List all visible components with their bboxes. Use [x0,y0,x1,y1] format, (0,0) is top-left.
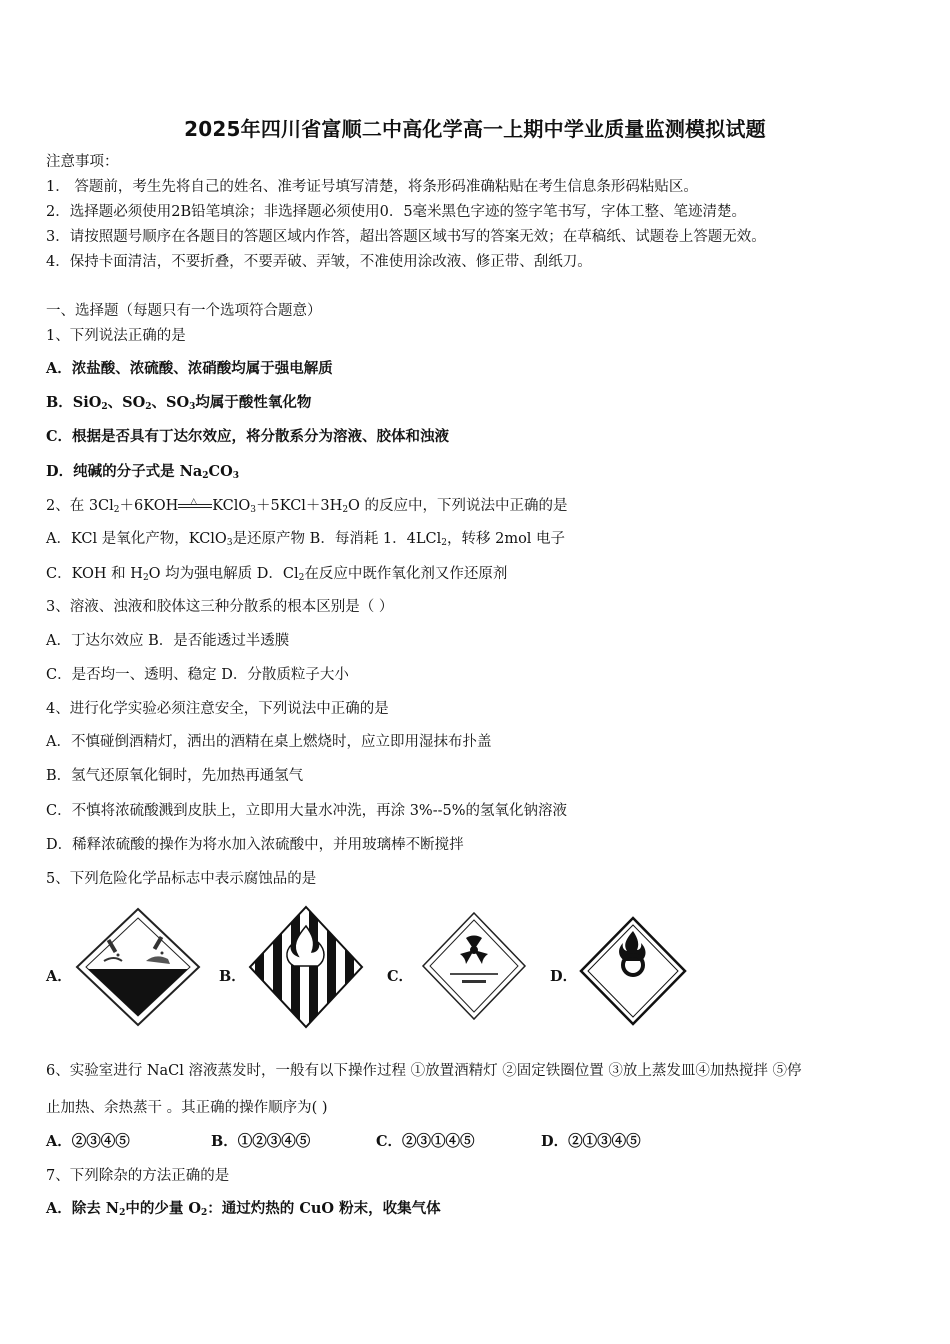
option-a: A．除去 $N_2$中的少量 $O_2$：通过灼热的 CuO 粉末，收集气体 [46,1200,441,1218]
page-title: 2025年四川省富顺二中高化学高一上期中学业质量监测模拟试题 [184,117,766,141]
oxidizer-hazard-icon [578,915,688,1027]
notice-item: 1． 答题前，考生先将自己的姓名、准考证号填写清楚，将条形码准确粘贴在考生信息条形码粘贴区。 [46,179,698,195]
option-d: D．稀释浓硫酸的操作为将水加入浓硫酸中，并用玻璃棒不断搅拌 [46,837,464,853]
radioactive-hazard-icon [420,910,528,1022]
question-stem: 6、实验室进行 NaCl 溶液蒸发时，一般有以下操作过程 ①放置酒精灯 ②固定铁圈位置 ③放上蒸发皿④加热搅拌 ⑤停 [46,1063,802,1079]
option-a: A．不慎碰倒酒精灯，洒出的酒精在桌上燃烧时，应立即用湿抹布扑盖 [46,734,492,750]
option-ab: A．丁达尔效应 B．是否能透过半透膜 [46,633,290,649]
option-c: C．根据是否具有丁达尔效应，将分散系分为溶液、胶体和浊液 [46,428,450,445]
question-stem: 3、溶液、浊液和胶体这三种分散系的根本区别是（ ） [46,599,394,615]
option-c-label: C． [387,968,414,985]
question-stem: 4、进行化学实验必须注意安全，下列说法中正确的是 [46,701,389,717]
option-d-label: D． [550,968,578,985]
corrosive-hazard-icon [74,906,202,1028]
option-a-label: A． [46,968,72,985]
option-a: A．浓盐酸、浓硫酸、浓硝酸均属于强电解质 [46,360,333,377]
question-stem: 5、下列危险化学品标志中表示腐蚀品的是 [46,871,317,887]
notice-item: 3．请按照题号顺序在各题目的答题区域内作答，超出答题区域书写的答案无效；在草稿纸、试题卷上答题无效。 [46,229,766,245]
section-heading: 一、选择题（每题只有一个选项符合题意） [46,303,322,319]
option-c: C．不慎将浓硫酸溅到皮肤上，立即用大量水冲洗，再涂 3%--5%的氢氧化钠溶液 [46,803,568,819]
flammable-solid-icon [247,904,365,1030]
option-c: C．②③①④⑤ [376,1133,475,1150]
option-b: B．①②③④⑤ [211,1133,311,1150]
question-stem: 7、下列除杂的方法正确的是 [46,1168,230,1184]
notice-item: 2．选择题必须使用2B铅笔填涂；非选择题必须使用0．5毫米黑色字迹的签字笔书写，字体工整、笔迹清楚。 [46,204,747,220]
option-b-label: B． [219,968,246,985]
question-stem: 1、下列说法正确的是 [46,328,186,344]
option-cd: C．KOH 和 $H_2O$ 均为强电解质 D．$Cl_2$在反应中既作氧化剂又作还原剂 [46,566,508,583]
option-cd: C．是否均一、透明、稳定 D．分散质粒子大小 [46,667,349,683]
option-d: D．纯碱的分子式是 $Na_2CO_3$ [46,463,239,481]
option-ab: A．KCl 是氧化产物，KClO$_3$是还原产物 B．每消耗 1．4LCl$_2$，转移 2mol 电子 [46,531,566,548]
option-d: D．②①③④⑤ [541,1133,641,1150]
notice-item: 4．保持卡面清洁，不要折叠，不要弄破、弄皱，不准使用涂改液、修正带、刮纸刀。 [46,254,592,270]
question-stem-cont: 止加热、余热蒸干 。其正确的操作顺序为( ) [46,1100,328,1116]
reaction-arrow: △ [178,499,212,513]
option-a: A．②③④⑤ [46,1133,130,1150]
notice-heading: 注意事项： [46,154,119,170]
option-b: B．氢气还原氧化铜时，先加热再通氢气 [46,768,304,784]
question-stem: 2、在 $3Cl_2+6KOH$ △ $KClO_3+5KCl+3H_2O$ 的反应中，下列说法中正确的是 [46,497,568,515]
option-b: B．SiO$_2$、$SO_2$、$SO_3$均属于酸性氧化物 [46,394,312,412]
